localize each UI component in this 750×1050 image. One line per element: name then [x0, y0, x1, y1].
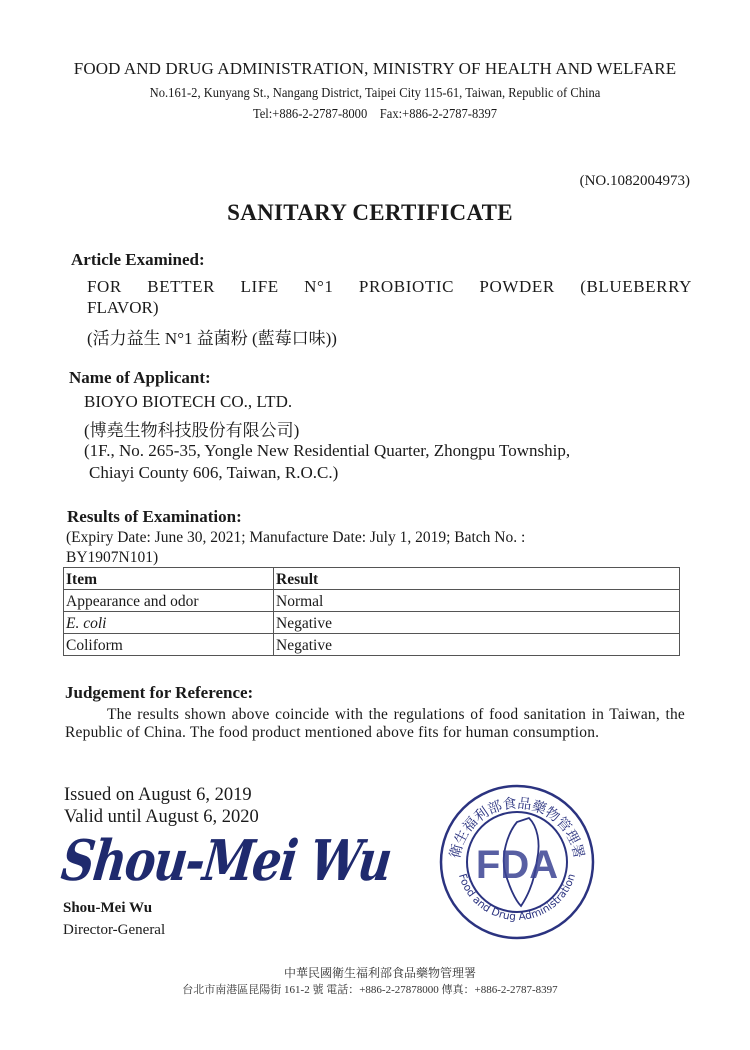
table-row — [64, 590, 680, 612]
article-name-line2: FLAVOR) — [87, 298, 159, 317]
agency-name: FOOD AND DRUG ADMINISTRATION, MINISTRY OF HEALTH AND WELFARE — [73, 59, 677, 78]
table-row — [64, 612, 680, 634]
applicant-name-zh: (博堯生物科技股份有限公司) — [84, 421, 300, 440]
table-header-row — [64, 568, 680, 590]
results-heading: Results of Examination: — [67, 507, 242, 526]
document-title: SANITARY CERTIFICATE — [227, 200, 513, 225]
cell-result: Negative — [274, 634, 680, 656]
stamp-fda-letters: FDA — [475, 843, 559, 887]
judgement-text-body: The results shown above coincide with the regulations of food sanitation in Taiwan, the Republic of China. The food product mentioned above fits for human consumption. — [65, 706, 685, 741]
stamp-top-text: 衛生福利部食品藥物管理署 — [447, 795, 587, 860]
fda-seal-stamp — [437, 782, 597, 942]
signatory-name: Shou-Mei Wu — [63, 900, 153, 916]
article-heading: Article Examined: — [71, 250, 205, 269]
applicant-address-line2: Chiayi County 606, Taiwan, R.O.C.) — [89, 463, 339, 482]
applicant-name: BIOYO BIOTECH CO., LTD. — [84, 392, 293, 411]
applicant-address-line1: (1F., No. 265-35, Yongle New Residential Quarter, Zhongpu Township, — [84, 441, 571, 460]
valid-until-date: Valid until August 6, 2020 — [64, 807, 259, 827]
issued-date: Issued on August 6, 2019 — [64, 785, 252, 805]
cell-result: Negative — [274, 612, 680, 634]
agency-address: No.161-2, Kunyang St., Nangang District, Taipei City 115-61, Taiwan, Republic of China — [149, 85, 601, 100]
footer-agency-zh: 中華民國衛生福利部食品藥物管理署 — [283, 966, 476, 980]
article-name-zh: (活力益生 N°1 益菌粉 (藍莓口味)) — [87, 329, 337, 348]
certificate-number: (NO.1082004973) — [579, 173, 690, 189]
judgement-heading: Judgement for Reference: — [65, 683, 254, 702]
stamp-bottom-text: Food and Drug Administration — [455, 872, 579, 924]
cell-result: Normal — [274, 590, 680, 612]
cell-item: E. coli — [64, 612, 274, 634]
table-row — [64, 634, 680, 656]
signatory-title: Director-General — [63, 922, 166, 938]
column-header-result: Result — [274, 568, 680, 590]
column-header-item: Item — [64, 568, 274, 590]
cell-item: Appearance and odor — [64, 590, 274, 612]
results-note-line1: (Expiry Date: June 30, 2021; Manufacture Date: July 1, 2019; Batch No. : — [66, 529, 526, 546]
footer-address-zh: 台北市南港區昆陽街 161-2 號 電話：+886-2-27878000 傳真：+886-2-2787-8397 — [182, 984, 558, 996]
article-name-line1: FOR BETTER LIFE N°1 PROBIOTIC POWDER (BLUEBERRY — [87, 277, 692, 296]
signature: Shou-Mei Wu — [58, 828, 394, 894]
cell-item: Coliform — [64, 634, 274, 656]
results-table — [63, 567, 680, 656]
judgement-text — [65, 706, 685, 742]
results-note-line2: BY1907N101) — [66, 549, 159, 566]
applicant-heading: Name of Applicant: — [69, 368, 211, 387]
agency-contact: Tel:+886-2-2787-8000 Fax:+886-2-2787-8397 — [252, 106, 498, 121]
